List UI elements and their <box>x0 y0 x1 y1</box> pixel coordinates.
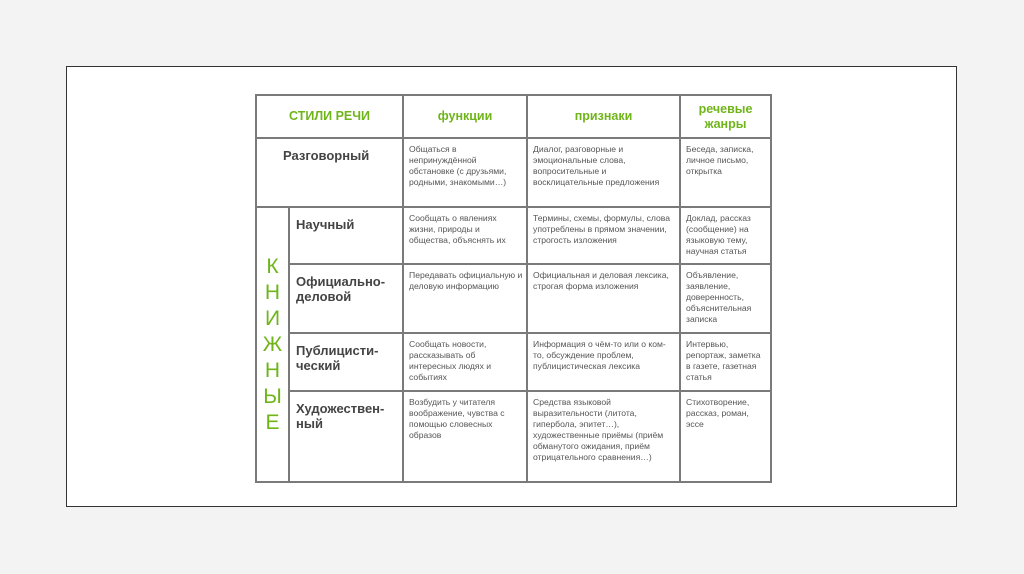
group-letter: Е <box>265 410 280 434</box>
group-letter: И <box>264 306 281 330</box>
speech-styles-table <box>255 94 772 483</box>
style-name: Публицисти-ческий <box>289 333 403 391</box>
header-genres-line2: жанры <box>704 116 747 131</box>
genres-cell: Объявление, заявление, доверенность, объяснительная записка <box>680 264 771 333</box>
header-functions: функции <box>403 95 527 138</box>
functions-cell: Передавать официальную и деловую информацию <box>403 264 527 333</box>
header-row <box>256 95 771 138</box>
table-row <box>256 333 771 391</box>
features-cell: Диалог, разговорные и эмоциональные слова, вопросительные и восклицательные предложения <box>527 138 680 207</box>
style-name: Научный <box>289 207 403 264</box>
header-styles: СТИЛИ РЕЧИ <box>256 95 403 138</box>
group-letter: Ж <box>262 332 283 356</box>
style-name: Разговорный <box>256 138 403 207</box>
table-row <box>256 207 771 264</box>
genres-cell: Интервью, репортаж, заметка в газете, газетная статья <box>680 333 771 391</box>
genres-cell: Беседа, записка, личное письмо, открытка <box>680 138 771 207</box>
group-letter: Ы <box>263 384 282 408</box>
header-features: признаки <box>527 95 680 138</box>
book-styles-group-label <box>256 207 289 482</box>
genres-cell: Доклад, рассказ (сообщение) на языковую тему, научная статья <box>680 207 771 264</box>
functions-cell: Сообщать новости, рассказывать об интересных людях и событиях <box>403 333 527 391</box>
features-cell: Информация о чём-то или о ком-то, обсуждение проблем, публицистическая лексика <box>527 333 680 391</box>
table-row <box>256 391 771 482</box>
style-name: Официально-деловой <box>289 264 403 333</box>
style-name: Художествен-ный <box>289 391 403 482</box>
header-genres <box>680 95 771 138</box>
functions-cell: Сообщать о явлениях жизни, природы и общества, объяснять их <box>403 207 527 264</box>
table-row <box>256 264 771 333</box>
header-genres-line1: речевые <box>698 101 753 116</box>
features-cell: Официальная и деловая лексика, строгая форма изложения <box>527 264 680 333</box>
table-row <box>256 138 771 207</box>
features-cell: Термины, схемы, формулы, слова употреблены в прямом значении, строгость изложения <box>527 207 680 264</box>
group-letter: К <box>266 254 279 278</box>
genres-cell: Стихотворение, рассказ, роман, эссе <box>680 391 771 482</box>
functions-cell: Возбудить у читателя воображение, чувства с помощью словесных образов <box>403 391 527 482</box>
features-cell: Средства языковой выразительности (литота, гипербола, эпитет…), художественные приёмы (приём обманутого ожидания, приём отрицательного сравнения…) <box>527 391 680 482</box>
group-letter: Н <box>264 358 281 382</box>
functions-cell: Общаться в непринуждённой обстановке (с друзьями, родными, знакомыми…) <box>403 138 527 207</box>
group-letter: Н <box>264 280 281 304</box>
